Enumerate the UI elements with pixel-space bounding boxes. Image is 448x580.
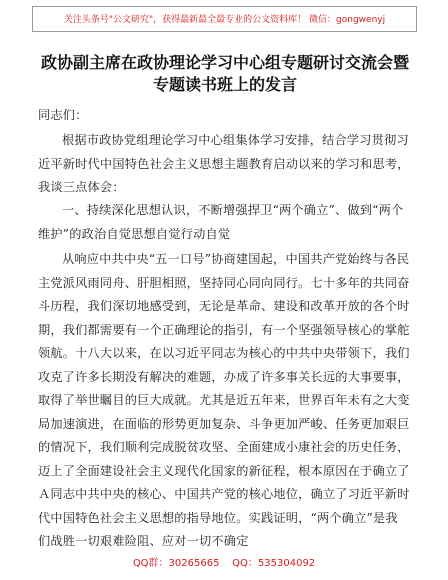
paragraph-section-heading: 一、持续深化思想认识，不断增强捍卫“两个确立”、做到“两个维护”的政治自觉思想自觉行动自觉 [38,203,404,241]
paragraph-body: 从响应中共中央“五一口号”协商建国起，中国共产党始终与各民主党派风雨同舟、肝胆相照，坚持同心同向同行。七十多年的共同奋斗历程，我们深切地感受到，无论是革命、建设和改革开放的各个时期，我们都需要有一个正确理论的指引，有一个坚强领导核心的掌舵领航。十八大以来，在以习近平同志为核心的中共中央带领下，我们攻克了许多长期没有解决的难题，办成了许多事关长远的大事要事，取得了举世瞩目的巨大成就。尤其是近五年来，世界百年未有之大变局加速演进，在面临的形势更加复杂、斗争更加严峻、任务更加艰巨的情况下，我们顺利完成脱贫攻坚、全面建成小康社会的历史任务，迈上了全面建设社会主义现代化国家的新征程，根本原因在于确立了Ａ同志中共中央的核心、中国共产党的核心地位，确立了习近平新时代中国特色社会主义思想的指导地位。实践证明，“两个确立”是我们战胜一切艰难险阻、应对一切不确定 [38,252,410,548]
document-title: 政协副主席在政协理论学习中心组专题研讨交流会暨专题读书班上的发言 [40,53,409,94]
paragraph-intro: 根据市政协党组理论学习中心组集体学习安排，结合学习贯彻习近平新时代中国特色社会主义思想主题教育启动以来的学习和思考，我谈三点体会： [38,133,410,194]
footer-contact: QQ群：30265665 QQ：535304092 [132,558,316,569]
header-banner: 关注头条号"公文研究"，获得最新最全最专业的公文资料库！ 微信：gongwenyj [32,6,417,32]
greeting: 同志们： [38,108,88,122]
